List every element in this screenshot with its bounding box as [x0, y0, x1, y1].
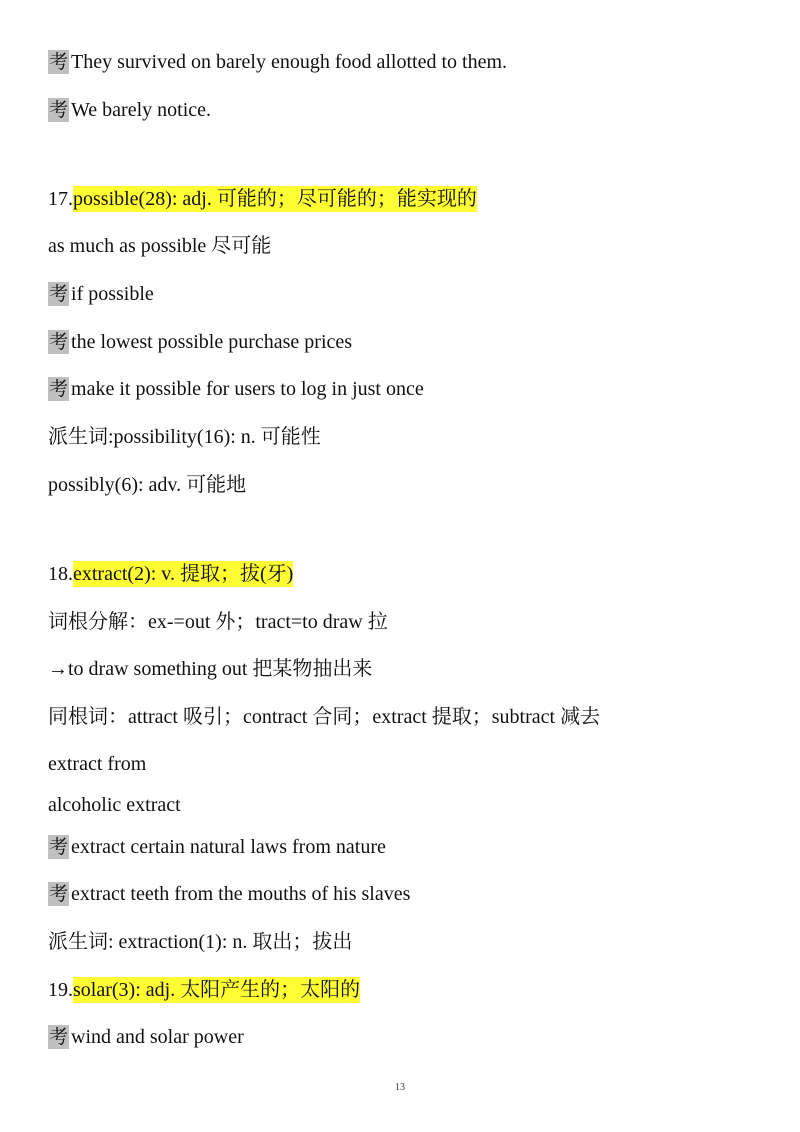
exam-marker-badge: 考	[49, 51, 69, 73]
exam-marker-badge: 考	[49, 283, 69, 305]
exam-sentence	[48, 97, 211, 123]
exam-sentence	[48, 376, 424, 402]
entry-number: 17.	[48, 188, 73, 210]
entry-headword: solar(3): adj. 太阳产生的；太阳的	[73, 979, 361, 1001]
entry-headword: extract(2): v. 提取；拔(牙)	[73, 563, 294, 585]
exam-marker-badge: 考	[49, 378, 69, 400]
exam-marker-badge: 考	[49, 99, 69, 121]
derivative-line: 派生词: extraction(1): n. 取出；拔出	[48, 931, 353, 953]
exam-sentence	[48, 1024, 244, 1050]
exam-sentence	[48, 49, 507, 75]
sentence-text: if possible	[71, 283, 154, 305]
entry-heading-19	[48, 977, 360, 1003]
sentence-text: extract teeth from the mouths of his slaves	[71, 883, 411, 905]
exam-sentence	[48, 834, 386, 860]
exam-sentence	[48, 881, 410, 907]
meaning-line: →to draw something out 把某物抽出来	[48, 658, 373, 680]
exam-marker-badge: 考	[49, 1026, 69, 1048]
sentence-text: extract certain natural laws from nature	[71, 836, 386, 858]
sentence-text: We barely notice.	[71, 99, 212, 121]
page-number: 13	[395, 1082, 405, 1093]
derivative-line: 派生词:possibility(16): n. 可能性	[48, 426, 321, 448]
sentence-text: make it possible for users to log in just once	[71, 378, 424, 400]
entry-heading-18	[48, 561, 293, 587]
sentence-text: the lowest possible purchase prices	[71, 331, 353, 353]
root-analysis-line: 词根分解：ex-=out 外；tract=to draw 拉	[48, 611, 388, 633]
derivative-line: possibly(6): adv. 可能地	[48, 474, 247, 496]
cognates-line: 同根词：attract 吸引；contract 合同；extract 提取；subtract 减去	[48, 706, 601, 728]
sentence-text: wind and solar power	[71, 1026, 244, 1048]
sentence-text: They survived on barely enough food allotted to them.	[71, 51, 508, 73]
exam-marker-badge: 考	[49, 836, 69, 858]
exam-marker-badge: 考	[49, 331, 69, 353]
phrase-line: alcoholic extract	[48, 794, 181, 816]
exam-sentence	[48, 281, 154, 307]
exam-sentence	[48, 329, 352, 355]
phrase-line: extract from	[48, 753, 147, 775]
entry-heading-17	[48, 186, 477, 212]
exam-marker-badge: 考	[49, 883, 69, 905]
phrase-line: as much as possible 尽可能	[48, 235, 272, 257]
entry-number: 18.	[48, 563, 73, 585]
entry-number: 19.	[48, 979, 73, 1001]
entry-headword: possible(28): adj. 可能的；尽可能的；能实现的	[73, 188, 477, 210]
